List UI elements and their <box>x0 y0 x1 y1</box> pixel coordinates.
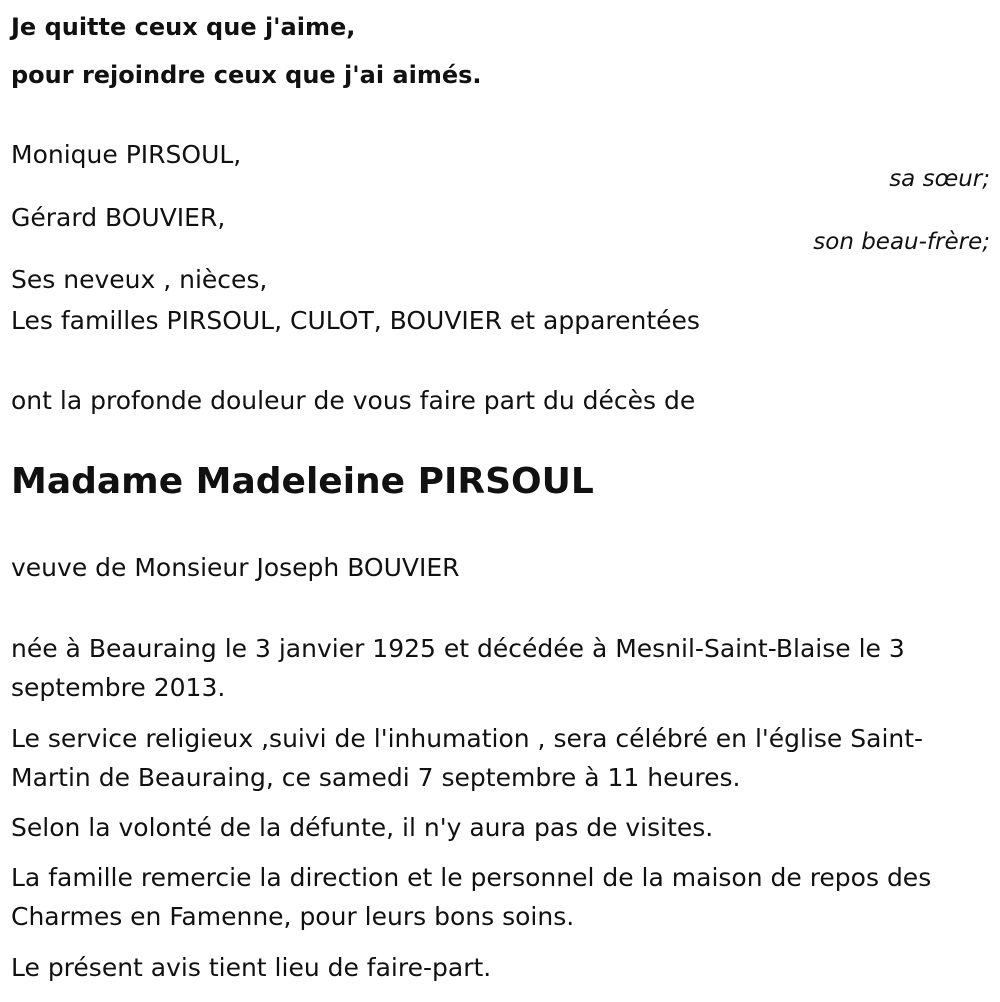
notice-paragraph: Le présent avis tient lieu de faire-part. <box>11 953 492 982</box>
service-paragraph: Le service religieux ,suivi de l'inhumation , sera célébré en l'église Saint-Martin de Beauraing, ce samedi 7 septembre à 11 heures. <box>11 724 924 792</box>
quote-line-2: pour rejoindre ceux que j'ai aimés. <box>11 61 482 89</box>
families-list: Les familles PIRSOUL, CULOT, BOUVIER et apparentées <box>11 306 700 335</box>
announcement: ont la profonde douleur de vous faire part du décès de <box>11 386 696 415</box>
brother-in-law-name: Gérard BOUVIER, <box>11 203 226 232</box>
nephews-nieces: Ses neveux , nièces, <box>11 265 268 294</box>
deceased-name: Madame Madeleine PIRSOUL <box>11 461 594 502</box>
sister-name: Monique PIRSOUL, <box>11 140 242 169</box>
no-visits-paragraph: Selon la volonté de la défunte, il n'y aura pas de visites. <box>11 813 714 842</box>
birth-death-paragraph: née à Beauraing le 3 janvier 1925 et décédée à Mesnil-Saint-Blaise le 3 septembre 2013. <box>11 634 905 702</box>
quote-line-1: Je quitte ceux que j'aime, <box>11 13 356 41</box>
brother-in-law-relation: son beau-frère; <box>813 229 990 255</box>
thanks-paragraph: La famille remercie la direction et le personnel de la maison de repos des Charmes en Famenne, pour leurs bons soins. <box>11 863 932 931</box>
sister-relation: sa sœur; <box>889 166 990 192</box>
widow-of: veuve de Monsieur Joseph BOUVIER <box>11 553 460 582</box>
